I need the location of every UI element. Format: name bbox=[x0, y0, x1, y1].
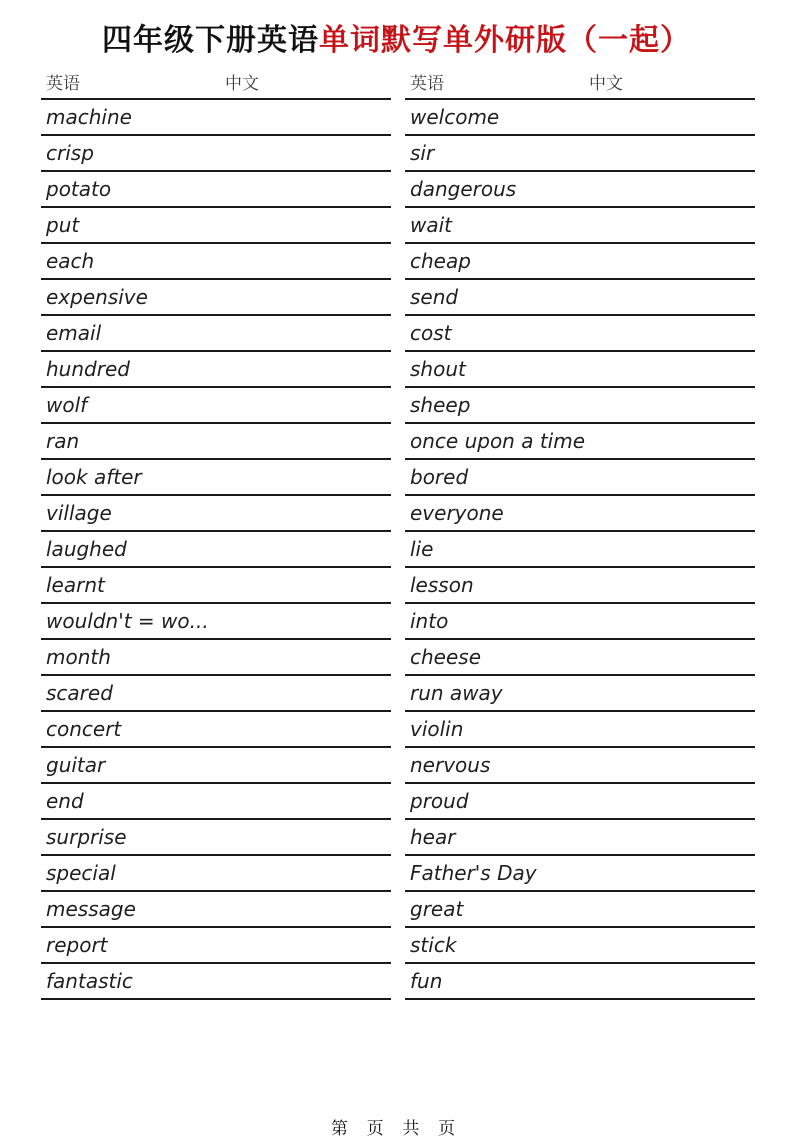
english-word: into bbox=[410, 609, 449, 633]
english-word: hundred bbox=[46, 357, 130, 381]
english-word: wolf bbox=[46, 393, 88, 417]
table-row bbox=[405, 424, 755, 460]
english-word: learnt bbox=[46, 573, 105, 597]
table-row bbox=[405, 244, 755, 280]
english-word: cheap bbox=[410, 249, 471, 273]
table-row bbox=[405, 928, 755, 964]
table-row bbox=[41, 568, 391, 604]
table-row bbox=[41, 604, 391, 640]
english-word: dangerous bbox=[410, 177, 517, 201]
english-word: lie bbox=[410, 537, 434, 561]
table-row bbox=[405, 604, 755, 640]
english-word: cheese bbox=[410, 645, 482, 669]
table-row bbox=[405, 172, 755, 208]
english-word: sheep bbox=[410, 393, 471, 417]
english-word: stick bbox=[410, 933, 457, 957]
english-word: lesson bbox=[410, 573, 474, 597]
page-footer: 第 页 共 页 bbox=[330, 1119, 463, 1138]
english-word: wouldn't = wo... bbox=[46, 609, 209, 633]
english-word: sir bbox=[410, 141, 435, 165]
table-row bbox=[41, 208, 391, 244]
english-word: everyone bbox=[410, 501, 504, 525]
word-table-left bbox=[41, 74, 391, 1000]
english-word: special bbox=[46, 861, 116, 885]
english-word: ran bbox=[46, 429, 80, 453]
english-word: laughed bbox=[46, 537, 127, 561]
table-row bbox=[405, 100, 755, 136]
english-word: run away bbox=[410, 681, 503, 705]
column-header-english: 英语 bbox=[410, 74, 444, 94]
english-word: end bbox=[46, 789, 84, 813]
english-word: send bbox=[410, 285, 459, 309]
table-row bbox=[41, 136, 391, 172]
english-word: cost bbox=[410, 321, 452, 345]
page-title bbox=[0, 22, 793, 60]
word-rows bbox=[41, 100, 391, 1000]
table-row bbox=[41, 352, 391, 388]
english-word: each bbox=[46, 249, 95, 273]
table-row bbox=[405, 280, 755, 316]
table-row bbox=[41, 928, 391, 964]
table-row bbox=[405, 892, 755, 928]
word-rows bbox=[405, 100, 755, 1000]
column-header-chinese: 中文 bbox=[589, 74, 623, 94]
table-row bbox=[41, 100, 391, 136]
table-header bbox=[405, 74, 755, 100]
column-header-chinese: 中文 bbox=[225, 74, 259, 94]
english-word: guitar bbox=[46, 753, 106, 777]
english-word: once upon a time bbox=[410, 429, 586, 453]
table-row bbox=[405, 352, 755, 388]
english-word: nervous bbox=[410, 753, 491, 777]
english-word: look after bbox=[46, 465, 142, 489]
english-word: concert bbox=[46, 717, 122, 741]
table-row bbox=[405, 388, 755, 424]
table-row bbox=[41, 748, 391, 784]
table-row bbox=[405, 676, 755, 712]
table-row bbox=[41, 532, 391, 568]
english-word: great bbox=[410, 897, 464, 921]
table-row bbox=[41, 280, 391, 316]
table-row bbox=[405, 208, 755, 244]
table-row bbox=[41, 388, 391, 424]
table-row bbox=[405, 712, 755, 748]
table-row bbox=[405, 640, 755, 676]
table-row bbox=[405, 748, 755, 784]
english-word: bored bbox=[410, 465, 469, 489]
english-word: scared bbox=[46, 681, 113, 705]
table-row bbox=[405, 136, 755, 172]
english-word: crisp bbox=[46, 141, 94, 165]
english-word: month bbox=[46, 645, 111, 669]
english-word: fantastic bbox=[46, 969, 133, 993]
page-title-black: 四年级下册英语 bbox=[102, 24, 319, 57]
table-row bbox=[41, 784, 391, 820]
english-word: fun bbox=[410, 969, 443, 993]
english-word: expensive bbox=[46, 285, 148, 309]
table-row bbox=[405, 496, 755, 532]
english-word: email bbox=[46, 321, 102, 345]
table-row bbox=[41, 892, 391, 928]
table-row bbox=[41, 856, 391, 892]
table-row bbox=[41, 172, 391, 208]
table-row bbox=[405, 820, 755, 856]
table-row bbox=[405, 460, 755, 496]
table-row bbox=[405, 316, 755, 352]
english-word: surprise bbox=[46, 825, 127, 849]
table-row bbox=[41, 640, 391, 676]
table-row bbox=[41, 496, 391, 532]
english-word: wait bbox=[410, 213, 453, 237]
table-row bbox=[41, 712, 391, 748]
english-word: proud bbox=[410, 789, 469, 813]
word-tables bbox=[41, 74, 755, 1000]
table-row bbox=[41, 424, 391, 460]
english-word: violin bbox=[410, 717, 464, 741]
english-word: hear bbox=[410, 825, 456, 849]
column-header-english: 英语 bbox=[46, 74, 80, 94]
table-row bbox=[405, 856, 755, 892]
table-row bbox=[41, 244, 391, 280]
table-row bbox=[405, 784, 755, 820]
table-row bbox=[41, 820, 391, 856]
table-row bbox=[405, 568, 755, 604]
table-row bbox=[405, 532, 755, 568]
english-word: Father's Day bbox=[410, 861, 537, 885]
english-word: message bbox=[46, 897, 136, 921]
english-word: welcome bbox=[410, 105, 500, 129]
word-table-right bbox=[405, 74, 755, 1000]
table-row bbox=[41, 316, 391, 352]
english-word: put bbox=[46, 213, 80, 237]
table-row bbox=[41, 676, 391, 712]
table-row bbox=[41, 964, 391, 1000]
table-header bbox=[41, 74, 391, 100]
page-title-red: 单词默写单外研版（一起） bbox=[319, 24, 691, 57]
english-word: potato bbox=[46, 177, 112, 201]
english-word: village bbox=[46, 501, 112, 525]
english-word: shout bbox=[410, 357, 466, 381]
english-word: machine bbox=[46, 105, 132, 129]
english-word: report bbox=[46, 933, 108, 957]
table-row bbox=[41, 460, 391, 496]
table-row bbox=[405, 964, 755, 1000]
